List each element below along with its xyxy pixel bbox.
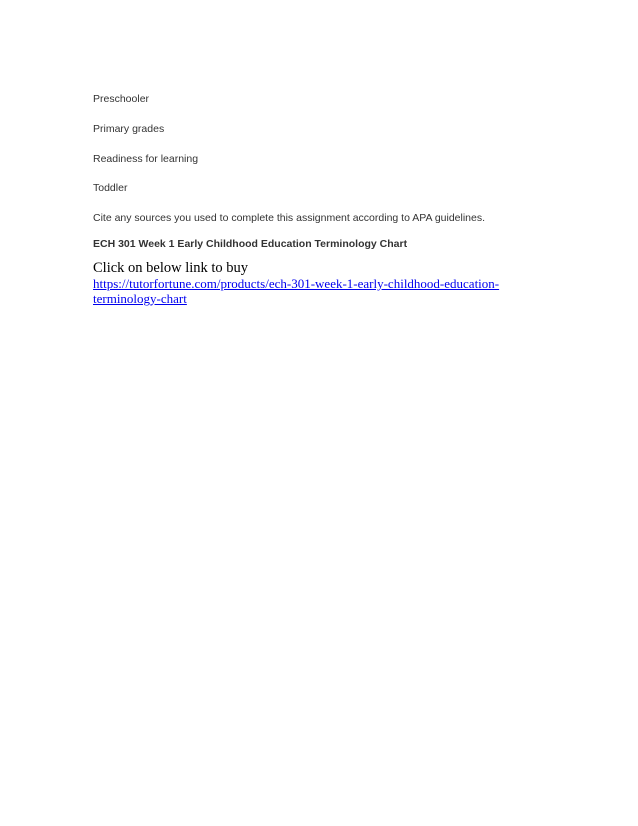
term-readiness-for-learning: Readiness for learning	[93, 153, 199, 165]
buy-label: Click on below link to buy	[93, 260, 249, 276]
product-link-line-2[interactable]: terminology-chart	[93, 290, 187, 306]
term-toddler: Toddler	[93, 182, 128, 194]
apa-instruction: Cite any sources you used to complete this assignment according to APA guidelines.	[93, 212, 486, 224]
product-link[interactable]	[93, 277, 513, 306]
product-link-line-1[interactable]: https://tutorfortune.com/products/ech-301-week-1-early-childhood-education-	[93, 276, 500, 291]
document-heading: ECH 301 Week 1 Early Childhood Education Terminology Chart	[93, 238, 408, 250]
term-preschooler: Preschooler	[93, 93, 150, 105]
buy-section	[93, 260, 513, 306]
term-primary-grades: Primary grades	[93, 123, 165, 135]
